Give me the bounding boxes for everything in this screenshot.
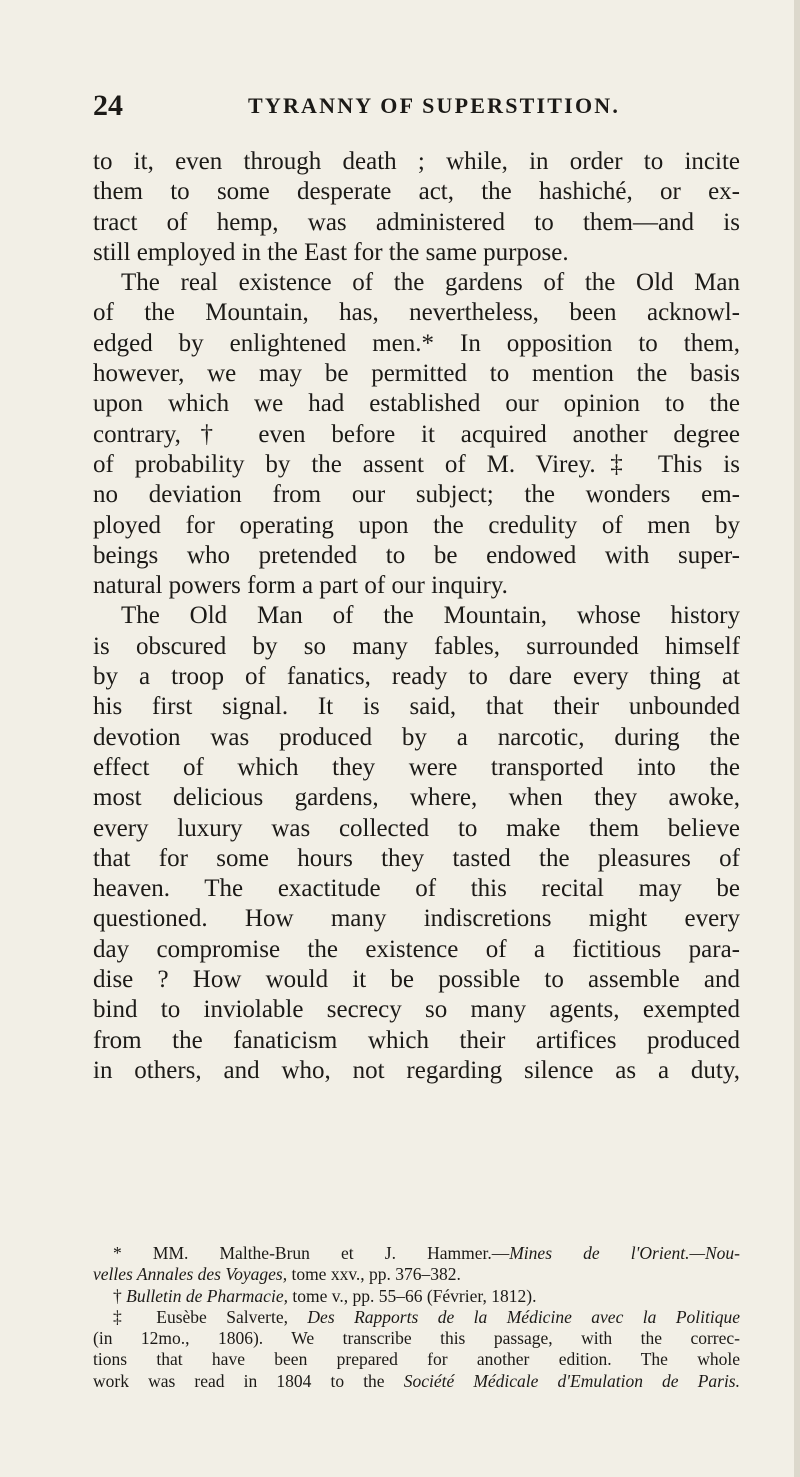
footnote-1-cont bbox=[93, 1264, 740, 1285]
text-line: upon which we had established our opinion to the bbox=[93, 390, 740, 418]
footnotes bbox=[93, 1243, 740, 1392]
running-title: TYRANNY OF SUPERSTITION. bbox=[248, 93, 621, 118]
footnote-3-cont bbox=[93, 1371, 740, 1392]
text-line: is obscured by so many fables, surrounded himself bbox=[93, 632, 740, 660]
page-number: 24 bbox=[93, 89, 123, 122]
text-line: of probability by the assent of M. Virey.‡ This is bbox=[93, 450, 740, 478]
text-line: them to some desperate act, the hashiché, or ex- bbox=[93, 178, 740, 206]
footnote-text: work was read in 1804 to the bbox=[93, 1370, 404, 1391]
footnote-mark: ‡ bbox=[113, 1306, 137, 1327]
text-line: edged by enlightened men.* In opposition to them, bbox=[93, 329, 740, 357]
text-line: tract of hemp, was administered to them—and is bbox=[93, 208, 740, 236]
footnote-title: Bulletin de Pharmacie, bbox=[126, 1285, 288, 1306]
text-line: in others, and who, not regarding silence as a duty, bbox=[93, 1056, 740, 1084]
paragraph-start: The real existence of the gardens of the Old Man bbox=[121, 269, 740, 297]
paragraph-start: The Old Man of the Mountain, whose history bbox=[121, 602, 740, 630]
page-header bbox=[93, 88, 733, 124]
footnote-3-cont: tions that have been prepared for another edition. The whole bbox=[93, 1349, 740, 1370]
footnote-text: tome v., pp. 55–66 (Février, 1812). bbox=[287, 1285, 537, 1306]
footnote-text: tome xxv., pp. 376–382. bbox=[287, 1264, 461, 1285]
page-edge bbox=[794, 0, 800, 1477]
footnote-3 bbox=[93, 1307, 740, 1328]
text-line: contrary,† even before it acquired another degree bbox=[93, 420, 740, 448]
text-line: no deviation from our subject; the wonders em- bbox=[93, 481, 740, 509]
footnote-mark: † bbox=[113, 1285, 122, 1306]
text-line: most delicious gardens, where, when they awoke, bbox=[93, 784, 740, 812]
footnote-title: Des Rapports de la Médicine avec la Politique bbox=[307, 1306, 740, 1327]
body-text bbox=[93, 147, 740, 1086]
footnote-3-cont: (in 12mo., 1806). We transcribe this passage, with the correc- bbox=[93, 1328, 740, 1349]
footnote-text: MM. Malthe-Brun et J. Hammer.— bbox=[121, 1243, 510, 1263]
text-line: questioned. How many indiscretions might every bbox=[93, 905, 740, 933]
text-line: that for some hours they tasted the pleasures of bbox=[93, 844, 740, 872]
footnote-title: Société Médicale d'Emulation de Paris. bbox=[403, 1370, 740, 1391]
text-line: from the fanaticism which their artifices produced bbox=[93, 1026, 740, 1054]
text-line: of the Mountain, has, nevertheless, been acknowl- bbox=[93, 299, 740, 327]
text-line: his first signal. It is said, that their unbounded bbox=[93, 693, 740, 721]
footnote-text: Eusèbe Salverte, bbox=[136, 1306, 308, 1327]
text-line: by a troop of fanatics, ready to dare every thing at bbox=[93, 663, 740, 691]
text-line: ployed for operating upon the credulity of men by bbox=[93, 511, 740, 539]
footnote-title: velles Annales des Voyages, bbox=[93, 1264, 288, 1285]
footnote-title: Mines de l'Orient.—Nou- bbox=[509, 1243, 741, 1263]
text-line: natural powers form a part of our inquiry. bbox=[93, 572, 508, 600]
footnote-1 bbox=[93, 1243, 740, 1264]
text-line: day compromise the existence of a fictitious para- bbox=[93, 935, 740, 963]
text-line: to it, even through death ; while, in order to incite bbox=[93, 148, 740, 175]
text-line: dise ? How would it be possible to assemble and bbox=[93, 966, 740, 994]
text-line: every luxury was collected to make them believe bbox=[93, 814, 740, 842]
text-line: beings who pretended to be endowed with super- bbox=[93, 541, 740, 569]
text-line: bind to inviolable secrecy so many agents, exempted bbox=[93, 996, 740, 1024]
footnote-mark: * bbox=[113, 1243, 122, 1263]
text-line: however, we may be permitted to mention the basis bbox=[93, 360, 740, 388]
text-line: devotion was produced by a narcotic, during the bbox=[93, 723, 740, 751]
footnote-2 bbox=[93, 1286, 740, 1307]
text-line: heaven. The exactitude of this recital may be bbox=[93, 875, 740, 903]
text-line: still employed in the East for the same purpose. bbox=[93, 238, 569, 266]
text-line: effect of which they were transported into the bbox=[93, 753, 740, 781]
